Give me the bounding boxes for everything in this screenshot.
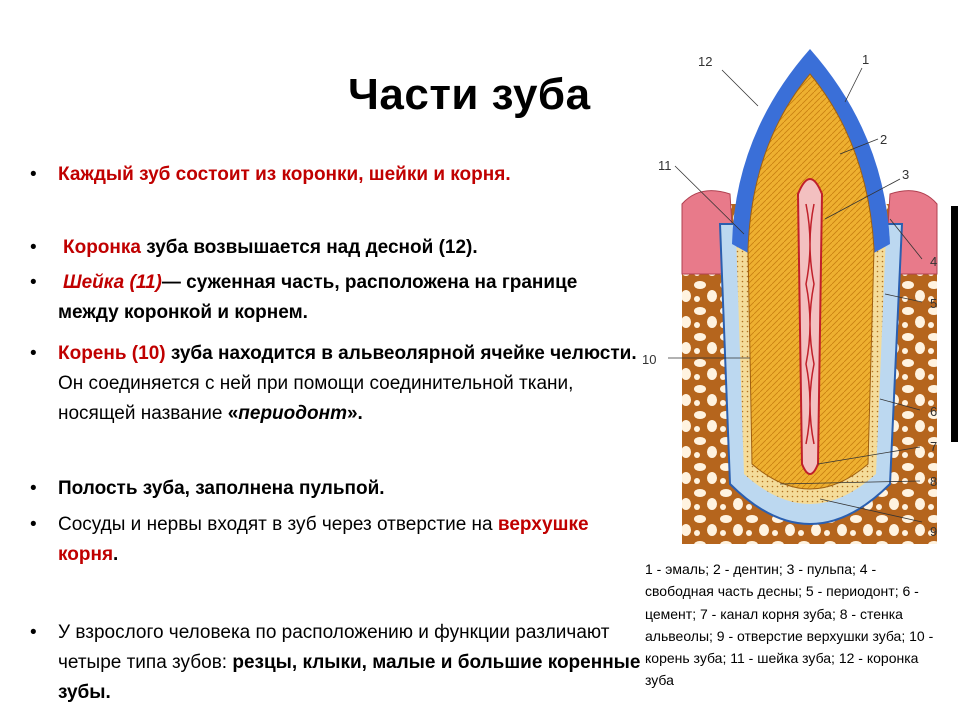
bullet-marker: • — [30, 622, 37, 643]
label-6: 6 — [930, 404, 938, 419]
bullet-end: . — [105, 682, 111, 703]
label-8: 8 — [930, 474, 938, 489]
label-9: 9 — [930, 524, 938, 539]
term-periodont: периодонт — [238, 403, 347, 424]
quote-open: « — [227, 403, 239, 424]
tooth-diagram — [640, 44, 950, 554]
term-neck: Шейка (11) — [63, 272, 162, 293]
bullet-marker: • — [30, 343, 37, 364]
term-crown: Коронка — [63, 237, 141, 258]
bullet-text: Каждый зуб состоит из коронки, шейки и корня. — [58, 164, 511, 185]
label-5: 5 — [930, 296, 938, 311]
bullet-text: — суженная часть, расположена на границе между коронкой и корнем. — [58, 272, 578, 323]
term-tooth-types: резцы, клыки, малые и большие коренные зубы — [58, 652, 641, 703]
bullet-marker: • — [30, 164, 37, 185]
bullet-text: зуба возвышается над десной (12). — [140, 237, 478, 258]
bullet-text: Сосуды и нервы входят в зуб через отверстие на — [58, 514, 498, 535]
bullet-marker: • — [30, 272, 37, 293]
tooth-diagram-svg — [640, 44, 950, 554]
bullet-text: Он соединяется с ней при помощи соединительной ткани, носящей название — [58, 373, 574, 424]
bullet-marker: • — [30, 514, 37, 535]
bullet-text-bold: зуба находится в альвеолярной ячейке челюсти. — [165, 343, 637, 364]
label-3: 3 — [902, 167, 910, 182]
page-title: Части зуба — [348, 70, 591, 119]
bullet-end: . — [113, 544, 119, 565]
label-12: 12 — [698, 54, 713, 69]
bullet-marker: • — [30, 237, 37, 258]
term-apex: верхушке корня — [58, 514, 589, 565]
label-10: 10 — [642, 352, 657, 367]
bullet-text: У взрослого человека по расположению и функции различают четыре типа зубов: — [58, 622, 610, 673]
label-4: 4 — [930, 254, 938, 269]
term-root: Корень (10) — [58, 343, 166, 364]
label-7: 7 — [930, 439, 938, 454]
bullet-marker: • — [30, 478, 37, 499]
figure-legend: 1 - эмаль; 2 - дентин; 3 - пульпа; 4 - свободная часть десны; 5 - периодонт; 6 - цемент; 7 - канал корня зуба; 8 - стенка альвеолы; 9 - отверстие верхушки зуба; 10 - корень зуба; 11 - шейка зуба; 12 - коронка зуба — [645, 561, 934, 689]
label-11: 11 — [658, 158, 672, 173]
edge-bar — [951, 206, 958, 442]
label-1: 1 — [862, 52, 870, 67]
bullet-text: Полость зуба, заполнена пульпой. — [58, 478, 385, 499]
label-2: 2 — [880, 132, 888, 147]
quote-close: ». — [346, 403, 363, 424]
